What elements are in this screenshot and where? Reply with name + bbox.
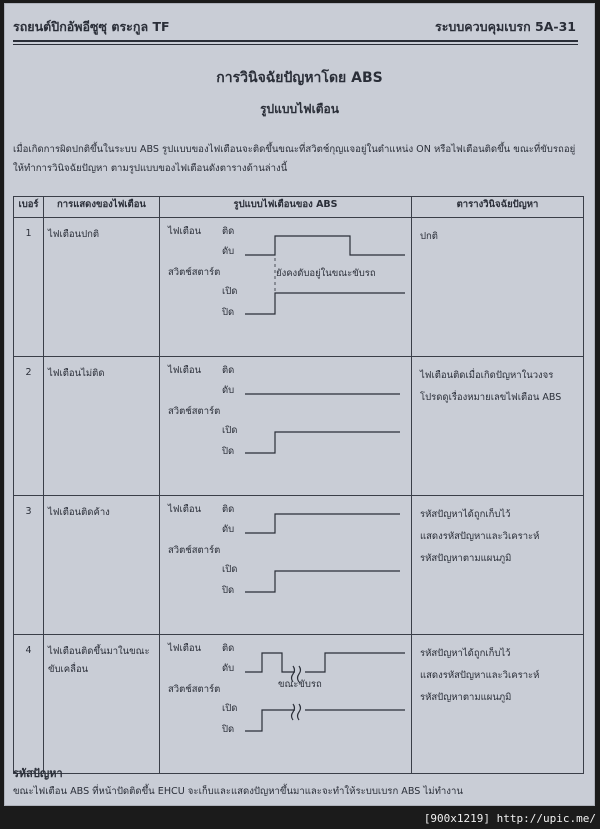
intro-paragraph — [13, 140, 585, 178]
header-right: ระบบควบคุมเบรก 5A-31 — [434, 19, 576, 34]
lamp-off-label: ดับ — [222, 524, 235, 535]
lamp-off-label: ดับ — [222, 385, 235, 396]
row-display-name: ไฟเตือนปกติ — [44, 218, 160, 357]
row-number: 1 — [14, 218, 44, 357]
row-number: 4 — [14, 635, 44, 774]
diagnosis-line: รหัสปัญหาได้ถูกเก็บไว้ — [420, 509, 511, 520]
header-rule-thin — [13, 44, 578, 45]
header-left: รถยนต์ปิกอัพอีซูซุ ตระกูล TF — [13, 19, 170, 34]
page-title: การวินิจฉัยปัญหาโดย ABS — [216, 70, 383, 86]
intro-line-2: ให้ทำการวินิจฉัยปัญหา ตามรูปแบบของไฟเตือนดังตารางด้านล่างนี้ — [13, 163, 288, 174]
row-display-name: ไฟเตือนไม่ติด — [44, 357, 160, 496]
diagnosis-line: แสดงรหัสปัญหาและวิเคราะห์ — [420, 670, 540, 681]
pattern-diagram — [160, 635, 412, 774]
switch-off-label: ปิด — [222, 585, 235, 596]
pattern-note: ยังคงดับอยู่ในขณะขับรถ — [276, 268, 376, 279]
table-row — [14, 218, 584, 357]
lamp-label: ไฟเตือน — [168, 504, 202, 515]
diagnosis-line: รหัสปัญหาได้ถูกเก็บไว้ — [420, 648, 511, 659]
diagnosis-line: แสดงรหัสปัญหาและวิเคราะห์ — [420, 531, 540, 542]
table-row — [14, 357, 584, 496]
diagnosis-line: รหัสปัญหาตามแผนภูมิ — [420, 692, 512, 703]
header-pattern: รูปแบบไฟเตือนของ ABS — [160, 197, 412, 218]
switch-on-label: เปิด — [222, 564, 238, 575]
pattern-diagram — [160, 218, 412, 357]
lamp-label: ไฟเตือน — [168, 643, 202, 654]
intro-line-1: เมื่อเกิดการผิดปกติขึ้นในระบบ ABS รูปแบบของไฟเตือนจะติดขึ้นขณะที่สวิตช์กุญแจอยู่ในตำแหน่ง ON หรือไฟเตือนติดขึ้น ขณะที่ขับรถอยู่ — [13, 144, 576, 155]
code-heading: รหัสปัญหา — [13, 767, 63, 780]
row-diagnosis — [412, 496, 584, 635]
page-subtitle: รูปแบบไฟเตือน — [260, 102, 339, 116]
switch-off-label: ปิด — [222, 307, 235, 318]
pattern-note: ขณะขับรถ — [278, 679, 322, 690]
lamp-label: ไฟเตือน — [168, 365, 202, 376]
diagnosis-line: โปรดดูเรื่องหมายเลขไฟเตือน ABS — [420, 392, 562, 403]
warning-pattern-table — [13, 196, 584, 774]
diagnosis-line: ปกติ — [420, 231, 438, 242]
diagnosis-line: ไฟเตือนติดเมื่อเกิดปัญหาในวงจร — [420, 370, 554, 381]
row-display-name: ไฟเตือนติดค้าง — [44, 496, 160, 635]
row-diagnosis — [412, 218, 584, 357]
row-diagnosis — [412, 635, 584, 774]
table-row — [14, 496, 584, 635]
switch-label: สวิตช์สตาร์ต — [168, 267, 221, 278]
table-header-row — [14, 197, 584, 218]
lamp-on-label: ติด — [222, 226, 235, 237]
pattern-diagram — [160, 496, 412, 635]
table-row — [14, 635, 584, 774]
lamp-off-label: ดับ — [222, 246, 235, 257]
header-diagnosis: ตารางวินิจฉัยปัญหา — [412, 197, 584, 218]
lamp-on-label: ติด — [222, 365, 235, 376]
switch-label: สวิตช์สตาร์ต — [168, 684, 221, 695]
lamp-on-label: ติด — [222, 504, 235, 515]
lamp-off-label: ดับ — [222, 663, 235, 674]
row-number: 3 — [14, 496, 44, 635]
row-diagnosis — [412, 357, 584, 496]
row-number: 2 — [14, 357, 44, 496]
lamp-on-label: ติด — [222, 643, 235, 654]
switch-on-label: เปิด — [222, 286, 238, 297]
diagnosis-line: รหัสปัญหาตามแผนภูมิ — [420, 553, 512, 564]
header-no: เบอร์ — [14, 197, 44, 218]
code-text: ขณะไฟเตือน ABS ที่หน้าปัดติดขึ้น EHCU จะเก็บและแสดงปัญหาขึ้นมาและจะทำให้ระบบเบรก ABS ไม่ทำงาน — [13, 786, 463, 797]
switch-off-label: ปิด — [222, 724, 235, 735]
switch-on-label: เปิด — [222, 425, 238, 436]
pattern-diagram — [160, 357, 412, 496]
lamp-label: ไฟเตือน — [168, 226, 202, 237]
switch-on-label: เปิด — [222, 703, 238, 714]
header-display: การแสดงของไฟเตือน — [44, 197, 160, 218]
switch-label: สวิตช์สตาร์ต — [168, 406, 221, 417]
watermark: [900x1219] http://upic.me/ — [423, 812, 596, 825]
row-display-name: ไฟเตือนติดขึ้นมาในขณะขับเคลื่อน — [44, 635, 160, 774]
switch-off-label: ปิด — [222, 446, 235, 457]
header-rule — [13, 40, 578, 42]
switch-label: สวิตช์สตาร์ต — [168, 545, 221, 556]
manual-page — [4, 3, 595, 806]
